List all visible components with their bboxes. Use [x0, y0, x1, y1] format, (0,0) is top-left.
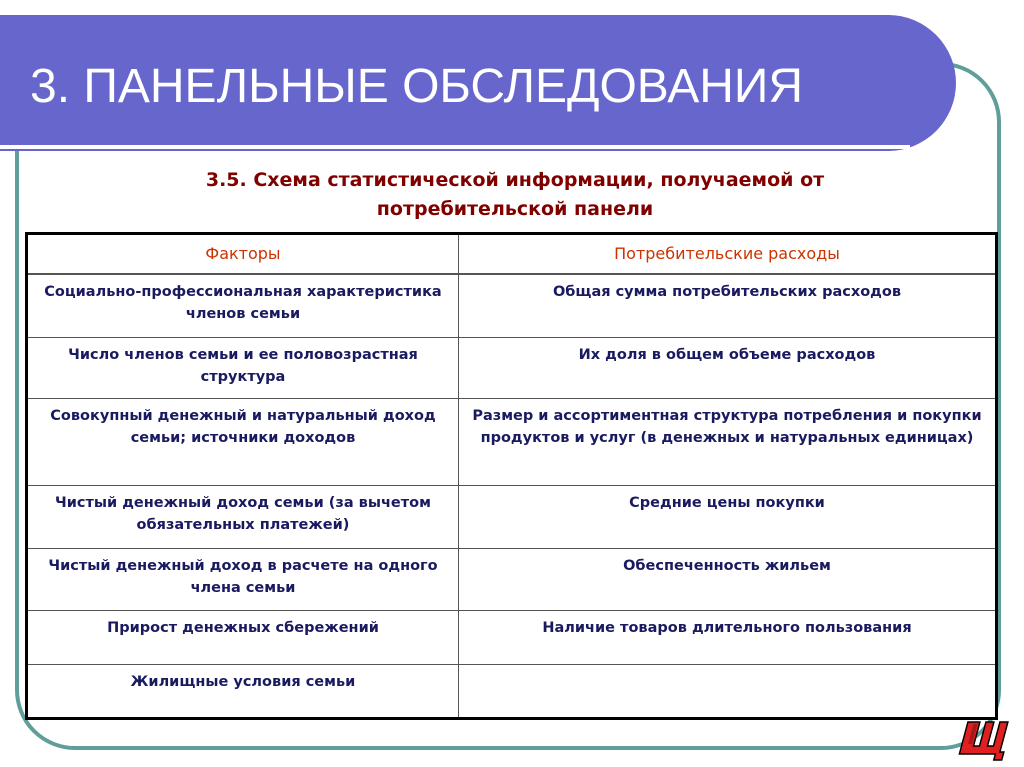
- table-row: [27, 398, 997, 485]
- table-row: [27, 548, 997, 610]
- table-row: [27, 337, 997, 398]
- factor-cell: Совокупный денежный и натуральный доход семьи; источники доходов: [27, 398, 459, 485]
- subtitle-line-1: 3.5. Схема статистической информации, получаемой от: [205, 169, 825, 191]
- title-underline: [0, 145, 910, 149]
- factor-cell: Социально-профессиональная характеристика членов семьи: [27, 274, 459, 337]
- subtitle-line-2: потребительской панели: [376, 198, 654, 220]
- table-row: [27, 610, 997, 664]
- expense-cell: Общая сумма потребительских расходов: [459, 274, 997, 337]
- expense-cell: Наличие товаров длительного пользования: [459, 610, 997, 664]
- expense-cell: Размер и ассортиментная структура потребления и покупки продуктов и услуг (в денежных и натуральных единицах): [459, 398, 997, 485]
- factor-cell: Чистый денежный доход семьи (за вычетом обязательных платежей): [27, 485, 459, 548]
- factor-cell: Число членов семьи и ее половозрастная структура: [27, 337, 459, 398]
- header-expenses: Потребительские расходы: [459, 234, 997, 275]
- expense-cell: Их доля в общем объеме расходов: [459, 337, 997, 398]
- slide-subtitle: [80, 166, 950, 224]
- table-row: [27, 485, 997, 548]
- expense-cell: [459, 664, 997, 719]
- table-header-row: [27, 234, 997, 275]
- table-row: [27, 664, 997, 719]
- factor-cell: Прирост денежных сбережений: [27, 610, 459, 664]
- slide-title: 3. ПАНЕЛЬНЫЕ ОБСЛЕДОВАНИЯ: [30, 60, 804, 113]
- header-factors: Факторы: [27, 234, 459, 275]
- expense-cell: Обеспеченность жильем: [459, 548, 997, 610]
- factor-cell: Жилищные условия семьи: [27, 664, 459, 719]
- umc-logo-icon: [955, 718, 1017, 764]
- info-table: [25, 232, 998, 720]
- title-banner: [0, 15, 956, 151]
- table-row: [27, 274, 997, 337]
- expense-cell: Средние цены покупки: [459, 485, 997, 548]
- factor-cell: Чистый денежный доход в расчете на одного члена семьи: [27, 548, 459, 610]
